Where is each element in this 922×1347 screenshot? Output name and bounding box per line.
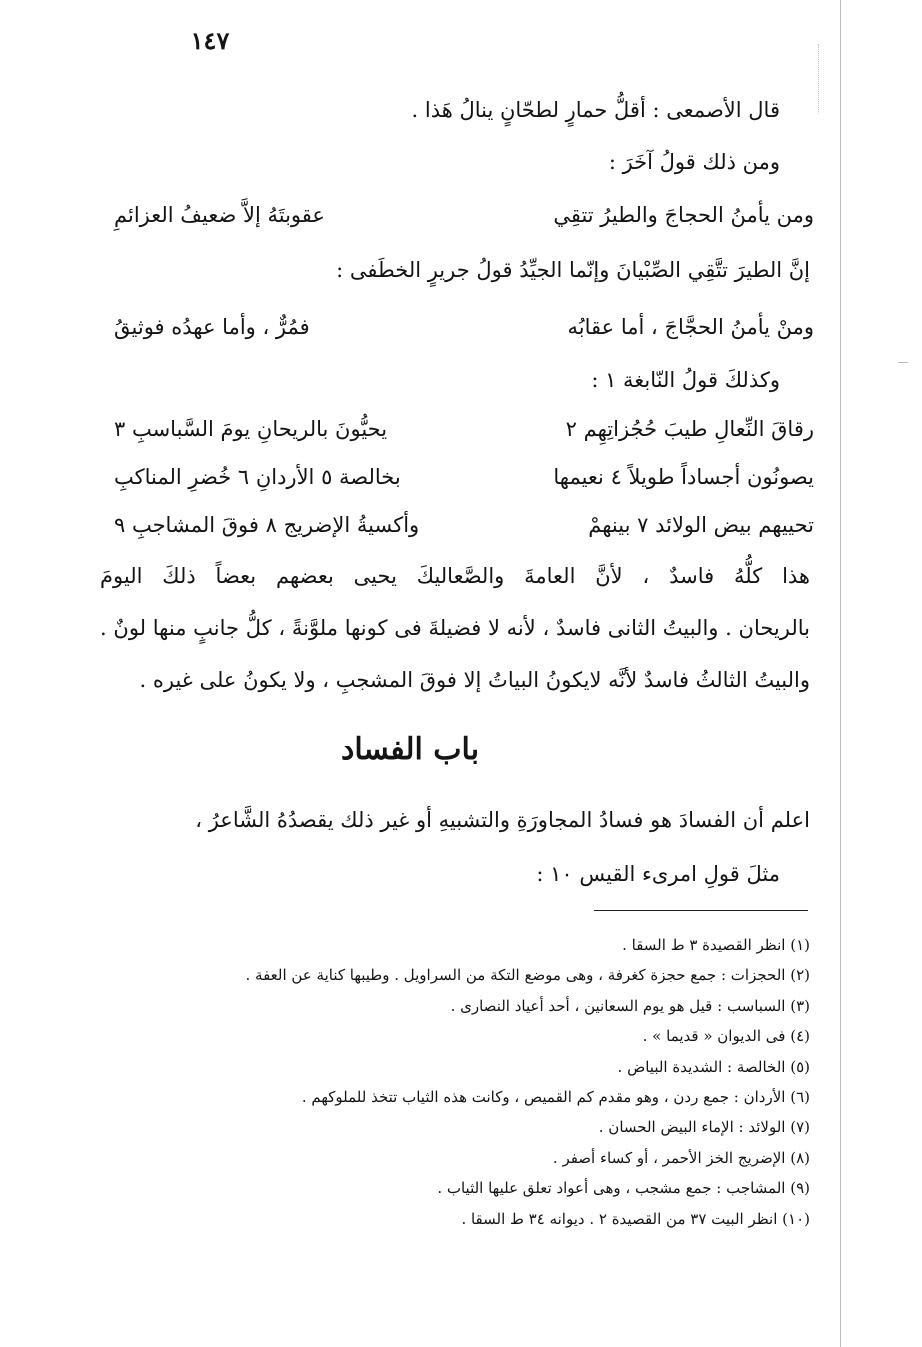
verse-line <box>114 310 814 344</box>
page-edge-marks <box>818 44 819 114</box>
verse-first-hemistich: ومن يأمنُ الحجاجَ والطيرُ تتقِي <box>553 203 814 227</box>
verse-second-hemistich: يحيُّونَ بالريحانِ يومَ السَّباسبِ ٣ <box>114 417 388 441</box>
verse-second-hemistich: بخالصة ٥ الأردانِ ٦ خُضرِ المناكبِ <box>114 465 401 489</box>
text-line: إنَّ الطيرَ تتَّقِي الصِّبْيانَ وإنّما الجيِّدُ قولُ جريرٍ الخطَفى : <box>336 258 810 282</box>
footnote: (١) انظر القصيدة ٣ ط السقا . <box>622 936 810 954</box>
verse-first-hemistich: يصونُون أجساداً طويلاً ٤ نعيمها <box>553 465 814 489</box>
text-line: قال الأصمعى : أقلُّ حمارٍ لطحّانٍ ينالُ هَذا . <box>411 98 780 122</box>
verse-line <box>114 460 814 494</box>
verse-line <box>114 508 814 542</box>
footnote: (٨) الإضريج الخز الأحمر ، أو كساء أصفر . <box>552 1148 810 1167</box>
footnote: (٤) فى الديوان « قديما » . <box>642 1027 810 1046</box>
page-edge-line <box>840 0 841 1347</box>
footnote: (٣) السباسب : قيل هو يوم السعانين ، أحد أعياد النصارى . <box>450 996 810 1015</box>
chapter-title: باب الفساد <box>340 732 480 767</box>
page-number: ١٤٧ <box>190 26 230 55</box>
footnote: (٦) الأردان : جمع ردن ، وهو مقدم كم القميص ، وكانت هذه الثياب تتخذ للملوكهم . <box>301 1087 810 1106</box>
verse-line <box>114 412 814 446</box>
verse-first-hemistich: تحييهم بيض الولائد ٧ بينهمْ <box>588 513 814 537</box>
margin-mark <box>898 362 908 363</box>
footnote: (٥) الخالصة : الشديدة البياض . <box>617 1057 810 1076</box>
commentary-line: بالريحان . والبيتُ الثانى فاسدٌ ، لأنه لا فضيلةَ فى كونها ملوَّنةً ، كلُّ جانبٍ منها لونٌ . <box>100 616 810 640</box>
verse-first-hemistich: ومنْ يأمنُ الحجَّاجَ ، أما عقابُه <box>567 315 814 339</box>
text-line: مثلَ قولِ امرىء القيس ١٠ : <box>536 862 780 886</box>
footnote: (١٠) انظر البيت ٣٧ من القصيدة ٢ . ديوانه ٣٤ ط السقا . <box>461 1209 810 1228</box>
footnote-separator <box>594 910 808 911</box>
commentary-line: والبيتُ الثالثُ فاسدٌ لأنَّه لايكونُ البياتُ إلا فوقَ المشجبِ ، ولا يكونُ على غيره . <box>139 668 810 692</box>
text-line: وكذلكَ قولُ النّابغة ١ : <box>591 368 780 392</box>
verse-second-hemistich: وأكسيةُ الإضريج ٨ فوقَ المشاجبِ ٩ <box>114 513 420 537</box>
footnote: (٩) المشاجب : جمع مشجب ، وهى أعواد تعلق عليها الثياب . <box>437 1179 810 1198</box>
verse-line <box>114 198 814 232</box>
footnote: (٧) الولائد : الإماء البيض الحسان . <box>598 1118 810 1137</box>
text-line: ومن ذلك قولُ آخَرَ : <box>608 150 780 174</box>
text-line: اعلم أن الفسادَ هو فسادُ المجاورَةِ والتشبيهِ أو غير ذلك يقصدُهُ الشَّاعرُ ، <box>195 808 810 832</box>
verse-second-hemistich: عقوبتَهُ إلاَّ ضعيفُ العزائمِ <box>114 203 325 227</box>
footnotes-list <box>110 930 810 1234</box>
commentary-line: هذا كلُّهُ فاسدٌ ، لأنَّ العامةَ والصَّعاليكَ يحيى بعضهم بعضاً ذلكَ اليومَ <box>100 564 810 588</box>
verse-first-hemistich: رقاقَ النِّعالِ طيبَ حُجُزاتِهِم ٢ <box>565 417 814 441</box>
verse-second-hemistich: فمُرٌّ ، وأما عهدُه فوثيقُ <box>114 315 310 339</box>
footnote: (٢) الحجزات : جمع حجزة كغرفة ، وهى موضع التكة من السراويل . وطيبها كناية عن العفة . <box>245 966 810 985</box>
